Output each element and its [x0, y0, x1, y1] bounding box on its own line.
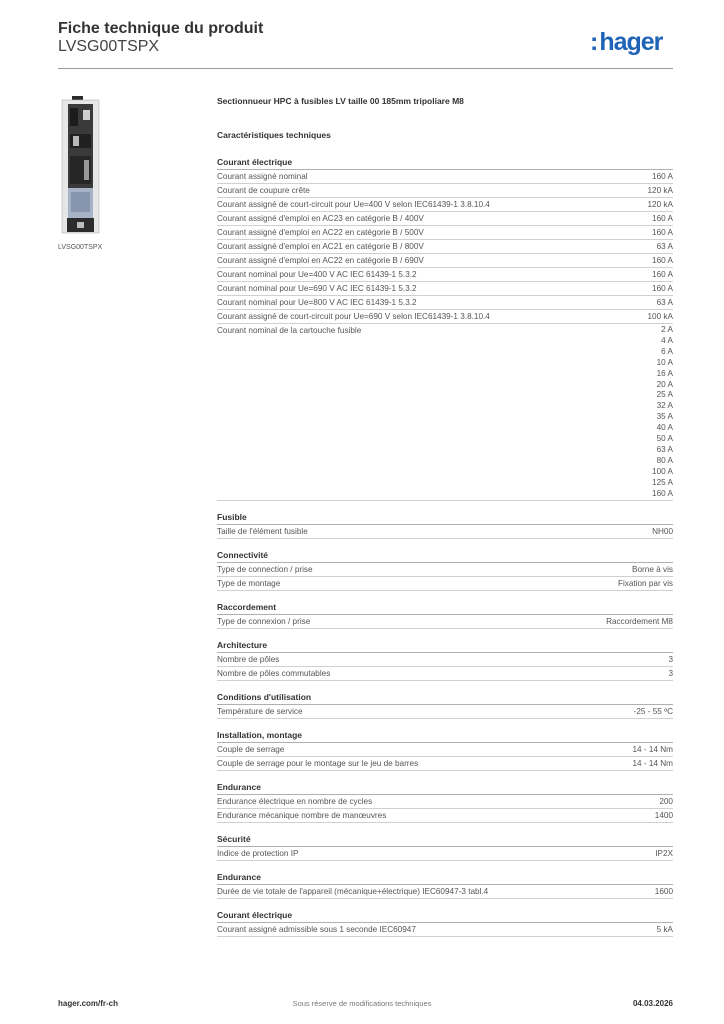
spec-label: Courant nominal pour Ue=690 V AC IEC 61439-1 5.3.2 — [217, 284, 417, 293]
spec-label: Type de connection / prise — [217, 564, 313, 574]
spec-row — [217, 795, 673, 809]
product-description: Sectionnueur HPC à fusibles LV taille 00 185mm tripoliare M8 — [217, 96, 464, 106]
footer-date: 04.03.2026 — [632, 999, 673, 1008]
spec-value: 160 A — [652, 172, 673, 181]
spec-value: 32 A — [656, 401, 673, 411]
spec-value: 160 A — [652, 214, 673, 223]
spec-row — [217, 563, 673, 577]
spec-value: 80 A — [656, 455, 673, 465]
spec-row — [217, 226, 673, 240]
product-image-caption: LVSG00TSPX — [58, 244, 103, 251]
spec-section — [217, 511, 673, 539]
spec-value: 160 A — [652, 284, 673, 293]
section-title: Sécurité — [217, 833, 673, 847]
spec-label: Indice de protection IP — [217, 848, 299, 858]
spec-value: 3 — [668, 654, 673, 664]
spec-row — [217, 282, 673, 296]
spec-value: 160 A — [652, 488, 673, 498]
spec-label: Couple de serrage — [217, 744, 285, 754]
spec-row — [217, 525, 673, 539]
spec-label: Courant assigné admissible sous 1 seconde IEC60947 — [217, 924, 416, 934]
product-reference: LVSG00TSPX — [58, 38, 160, 55]
spec-value: 6 A — [661, 346, 673, 356]
spec-value: 160 A — [652, 228, 673, 237]
spec-label: Courant assigné d'emploi en AC21 en catégorie B / 800V — [217, 242, 424, 251]
spec-row — [217, 240, 673, 254]
spec-value-list — [652, 325, 673, 500]
spec-value: 40 A — [656, 423, 673, 433]
spec-value: 14 - 14 Nm — [632, 744, 673, 754]
spec-row — [217, 212, 673, 226]
spec-value: 125 A — [652, 477, 673, 487]
spec-section — [217, 601, 673, 629]
section-title: Architecture — [217, 639, 673, 653]
spec-label: Nombre de pôles commutables — [217, 668, 331, 678]
spec-value: 10 A — [656, 357, 673, 367]
footer-website: hager.com/fr-ch — [58, 999, 119, 1008]
spec-value: 25 A — [656, 390, 673, 400]
spec-value: Fixation par vis — [617, 578, 673, 588]
spec-label: Type de montage — [217, 578, 281, 588]
spec-section — [217, 639, 673, 681]
spec-label: Courant assigné nominal — [217, 172, 308, 181]
characteristics-sections — [217, 156, 673, 937]
spec-value: 63 A — [656, 444, 673, 454]
spec-label: Température de service — [217, 706, 303, 716]
spec-value: 160 A — [652, 256, 673, 265]
spec-section — [217, 909, 673, 937]
section-title: Endurance — [217, 781, 673, 795]
spec-label: Courant assigné de court-circuit pour Ue=690 V selon IEC61439-1 3.8.10.4 — [217, 312, 490, 321]
spec-row — [217, 170, 673, 184]
spec-value: IP2X — [655, 848, 673, 858]
spec-value: Borne à vis — [632, 564, 673, 574]
spec-label: Durée de vie totale de l'appareil (mécanique+électrique) IEC60947-3 tabl.4 — [217, 886, 489, 896]
spec-value: Raccordement M8 — [606, 616, 673, 626]
page-title: Fiche technique du produit — [58, 20, 264, 37]
section-title: Connectivité — [217, 549, 673, 563]
section-title: Courant électrique — [217, 156, 673, 170]
spec-value: 3 — [668, 668, 673, 678]
spec-value: 14 - 14 Nm — [632, 758, 673, 768]
spec-label: Courant assigné d'emploi en AC23 en catégorie B / 400V — [217, 214, 424, 223]
spec-row — [217, 198, 673, 212]
spec-label: Courant nominal de la cartouche fusible — [217, 326, 362, 335]
spec-row — [217, 184, 673, 198]
spec-value: 63 A — [656, 298, 673, 307]
spec-section — [217, 833, 673, 861]
spec-row — [217, 847, 673, 861]
spec-value: 35 A — [656, 412, 673, 422]
spec-label: Courant assigné d'emploi en AC22 en catégorie B / 690V — [217, 256, 424, 265]
spec-label: Courant nominal pour Ue=400 V AC IEC 61439-1 5.3.2 — [217, 270, 417, 279]
spec-row — [217, 324, 673, 501]
header-divider — [58, 68, 673, 69]
spec-row — [217, 923, 673, 937]
spec-row — [217, 743, 673, 757]
spec-row — [217, 296, 673, 310]
spec-label: Type de connexion / prise — [217, 616, 311, 626]
spec-value: 20 A — [656, 379, 673, 389]
spec-section — [217, 691, 673, 719]
tech-characteristics-heading: Caractéristiques techniques — [217, 130, 331, 140]
spec-section — [217, 781, 673, 823]
spec-value: 50 A — [656, 434, 673, 444]
section-title: Installation, montage — [217, 729, 673, 743]
spec-label: Endurance mécanique nombre de manœuvres — [217, 810, 387, 820]
spec-value: 120 kA — [647, 200, 673, 209]
spec-row — [217, 615, 673, 629]
spec-value: 160 A — [652, 270, 673, 279]
spec-label: Courant assigné de court-circuit pour Ue=400 V selon IEC61439-1 3.8.10.4 — [217, 200, 490, 209]
spec-row — [217, 254, 673, 268]
spec-value: 200 — [659, 796, 673, 806]
section-title: Courant électrique — [217, 909, 673, 923]
section-title: Endurance — [217, 871, 673, 885]
spec-value: 2 A — [661, 325, 673, 334]
spec-row — [217, 653, 673, 667]
spec-section — [217, 156, 673, 501]
spec-section — [217, 729, 673, 771]
spec-value: 5 kA — [656, 924, 673, 934]
product-image — [58, 96, 103, 237]
spec-value: 100 A — [652, 466, 673, 476]
spec-row — [217, 577, 673, 591]
spec-label: Couple de serrage pour le montage sur le jeu de barres — [217, 758, 419, 768]
spec-value: 100 kA — [647, 312, 673, 321]
spec-value: 1400 — [654, 810, 673, 820]
spec-row — [217, 757, 673, 771]
footer-disclaimer: Sous réserve de modifications techniques — [292, 999, 432, 1008]
spec-label: Courant assigné d'emploi en AC22 en catégorie B / 500V — [217, 228, 424, 237]
spec-value: 16 A — [656, 368, 673, 378]
spec-row — [217, 667, 673, 681]
spec-row — [217, 268, 673, 282]
logo-text: hager — [599, 28, 663, 56]
section-title: Fusible — [217, 511, 673, 525]
spec-label: Courant nominal pour Ue=800 V AC IEC 61439-1 5.3.2 — [217, 298, 417, 307]
spec-row — [217, 310, 673, 324]
section-title: Raccordement — [217, 601, 673, 615]
spec-value: 1600 — [654, 886, 673, 896]
logo-colon-icon: : — [590, 28, 599, 56]
spec-row — [217, 885, 673, 899]
spec-section — [217, 871, 673, 899]
spec-section — [217, 549, 673, 591]
spec-row — [217, 705, 673, 719]
spec-row — [217, 809, 673, 823]
spec-value: 63 A — [656, 242, 673, 251]
hager-logo — [590, 28, 662, 57]
spec-value: 120 kA — [647, 186, 673, 195]
spec-value: 4 A — [661, 335, 673, 345]
datasheet-content — [217, 96, 673, 937]
section-title: Conditions d'utilisation — [217, 691, 673, 705]
spec-value: NH00 — [652, 526, 673, 536]
spec-label: Endurance électrique en nombre de cycles — [217, 796, 373, 806]
spec-label: Taille de l'élément fusible — [217, 526, 308, 536]
spec-label: Courant de coupure crête — [217, 186, 310, 195]
spec-value: -25 - 55 ºC — [633, 706, 673, 716]
spec-label: Nombre de pôles — [217, 654, 280, 664]
